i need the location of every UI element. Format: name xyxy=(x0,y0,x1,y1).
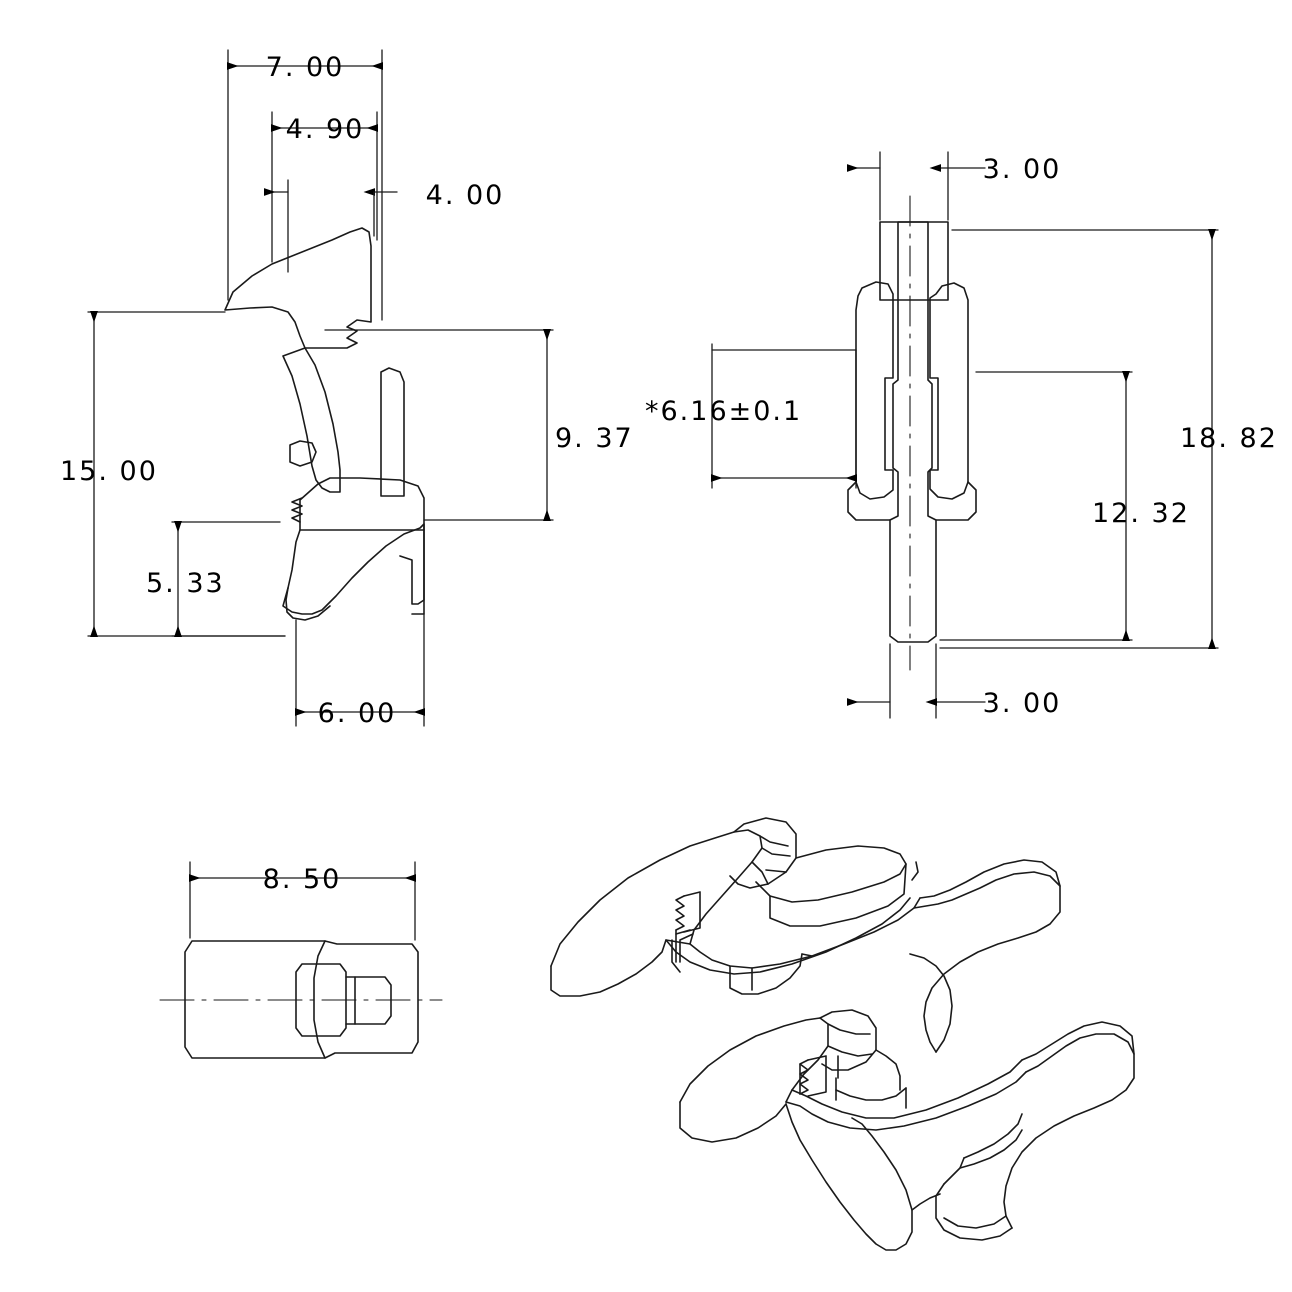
top-view-geometry xyxy=(160,941,442,1058)
dim-15-00: 15. 00 xyxy=(60,456,158,487)
dim-3-00-top: 3. 00 xyxy=(982,154,1062,185)
dim-12-32: 12. 32 xyxy=(1092,498,1190,529)
side-view-geometry xyxy=(848,196,976,670)
front-view-dimensions xyxy=(88,50,553,726)
dim-3-00-bottom: 3. 00 xyxy=(982,688,1062,719)
dim-4-00: 4. 00 xyxy=(425,180,505,211)
dim-5-33: 5. 33 xyxy=(146,568,225,599)
side-view-dimensions xyxy=(712,152,1218,718)
dim-9-37: 9. 37 xyxy=(555,423,634,454)
dim-18-82: 18. 82 xyxy=(1180,423,1278,454)
dim-8-50: 8. 50 xyxy=(262,864,342,895)
dimension-labels xyxy=(60,52,1278,895)
front-view-geometry xyxy=(225,228,424,620)
dim-4-90: 4. 90 xyxy=(285,114,365,145)
isometric-view-lower-geometry xyxy=(680,1010,1134,1250)
isometric-view-upper-geometry xyxy=(551,818,1060,1052)
dim-6-00: 6. 00 xyxy=(317,698,397,729)
dim-7-00: 7. 00 xyxy=(265,52,345,83)
dim-6-16-tol: *6.16±0.1 xyxy=(645,396,803,427)
